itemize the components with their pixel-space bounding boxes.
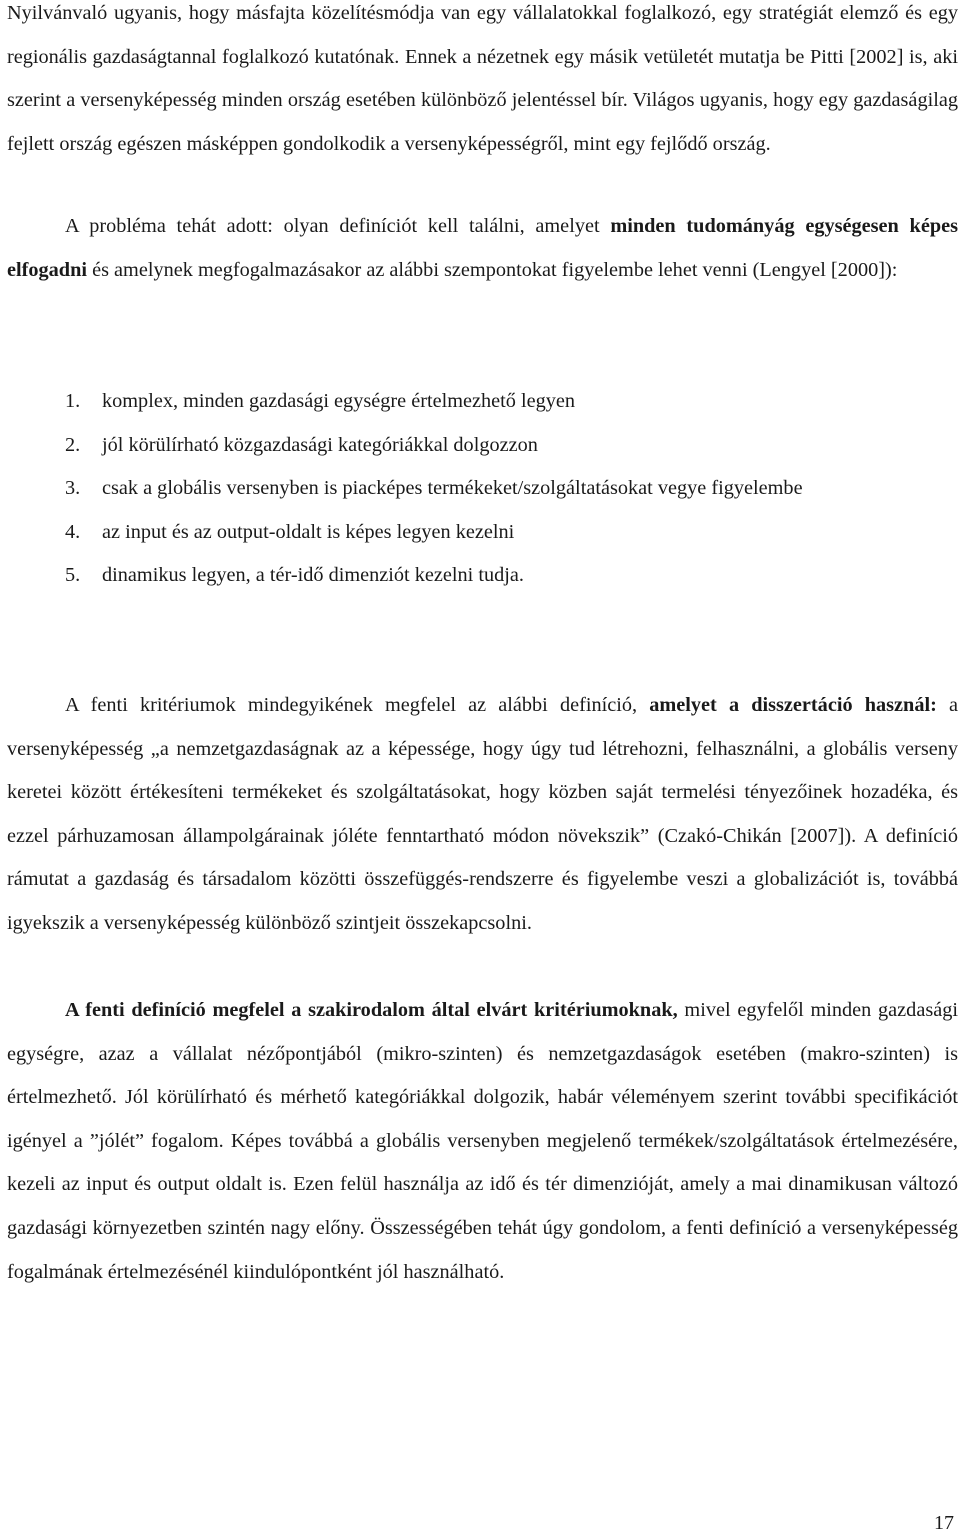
list-item	[65, 554, 958, 598]
paragraph-2-bold-phrase: minden tudományág egységesen képes elfogadni	[7, 215, 958, 281]
body-paragraph-1	[7, 0, 958, 166]
body-paragraph-3	[7, 684, 958, 946]
list-item	[65, 511, 958, 555]
list-item	[65, 467, 958, 511]
list-item	[65, 380, 958, 424]
list-item-text: jól körülírható közgazdasági kategóriákkal dolgozzon	[102, 433, 538, 456]
list-item-text: az input és az output-oldalt is képes legyen kezelni	[102, 520, 515, 543]
paragraph-3-text-end: a versenyképesség „a nemzetgazdaságnak az a képessége, hogy úgy tud létrehozni, felhasználni, a globális verseny keretei között értékesíteni termékeket és szolgáltatásokat, hogy közben saját termelési tényezőinek hozadéka, és ezzel párhuzamosan állampolgárainak jóléte fenntartható módon növekszik” (Czakó-Chikán [2007]). A definíció rámutat a gazdaság és társadalom közötti összefüggés-rendszerre és figyelembe veszi a globalizációt is, továbbá igyekszik a versenyképesség különböző szintjeit összekapcsolni.	[7, 694, 958, 934]
paragraph-3-bold-phrase: amelyet a disszertáció használ:	[649, 694, 937, 716]
body-paragraph-2	[7, 205, 958, 292]
list-item	[65, 424, 958, 468]
body-paragraph-4	[7, 989, 958, 1294]
paragraph-1-text: Nyilvánvaló ugyanis, hogy másfajta közelítésmódja van egy vállalatokkal foglalkozó, egy stratégiát elemző és egy regionális gazdaságtannal foglalkozó kutatónak. Ennek a nézetnek egy másik vetületét mutatja be Pitti [2002] is, aki szerint a versenyképesség minden ország esetében különböző jelentéssel bír. Világos ugyanis, hogy egy gazdaságilag fejlett ország egészen másképpen gondolkodik a versenyképességről, mint egy fejlődő ország.	[7, 2, 958, 155]
list-item-number: 1.	[65, 390, 81, 412]
criteria-list	[65, 380, 958, 598]
paragraph-4-bold-phrase: A fenti definíció megfelel a szakirodalom által elvárt kritériumoknak,	[65, 999, 678, 1021]
page-number: 17	[934, 1512, 954, 1534]
paragraph-3-text-start: A fenti kritériumok mindegyikének megfelel az alábbi definíció,	[65, 694, 650, 716]
paragraph-2-text-start: A probléma tehát adott: olyan definíciót kell találni, amelyet	[65, 215, 611, 237]
list-item-text: komplex, minden gazdasági egységre értelmezhető legyen	[102, 390, 576, 412]
list-item-number: 3.	[65, 477, 81, 500]
paragraph-4-text: mivel egyfelől minden gazdasági egységre, azaz a vállalat nézőpontjából (mikro-szinten) és nemzetgazdaságok esetében (makro-szinten) is értelmezhető. Jól körülírható és mérhető kategóriákkal dolgozik, habár véleményem szerint további specifikációt igényel a ”jólét” fogalom. Képes továbbá a globális versenyben megjelenő termékek/szolgáltatások értelmezésére, kezeli az input és output oldalt is. Ezen felül használja az idő és tér dimenzióját, amely a mai dinamikusan változó gazdasági környezetben szintén nagy előny. Összességében tehát úgy gondolom, a fenti definíció a versenyképesség fogalmának értelmezésénél kiindulópontként jól használható.	[7, 999, 958, 1283]
paragraph-2-text-end: és amelynek megfogalmazásakor az alábbi szempontokat figyelembe lehet venni (Lengyel [2000]):	[87, 258, 898, 281]
list-item-text: dinamikus legyen, a tér-idő dimenziót kezelni tudja.	[102, 564, 524, 587]
list-item-text: csak a globális versenyben is piacképes termékeket/szolgáltatásokat vegye figyelembe	[102, 477, 803, 500]
list-item-number: 2.	[65, 433, 81, 456]
list-item-number: 4.	[65, 520, 81, 543]
list-item-number: 5.	[65, 564, 81, 587]
